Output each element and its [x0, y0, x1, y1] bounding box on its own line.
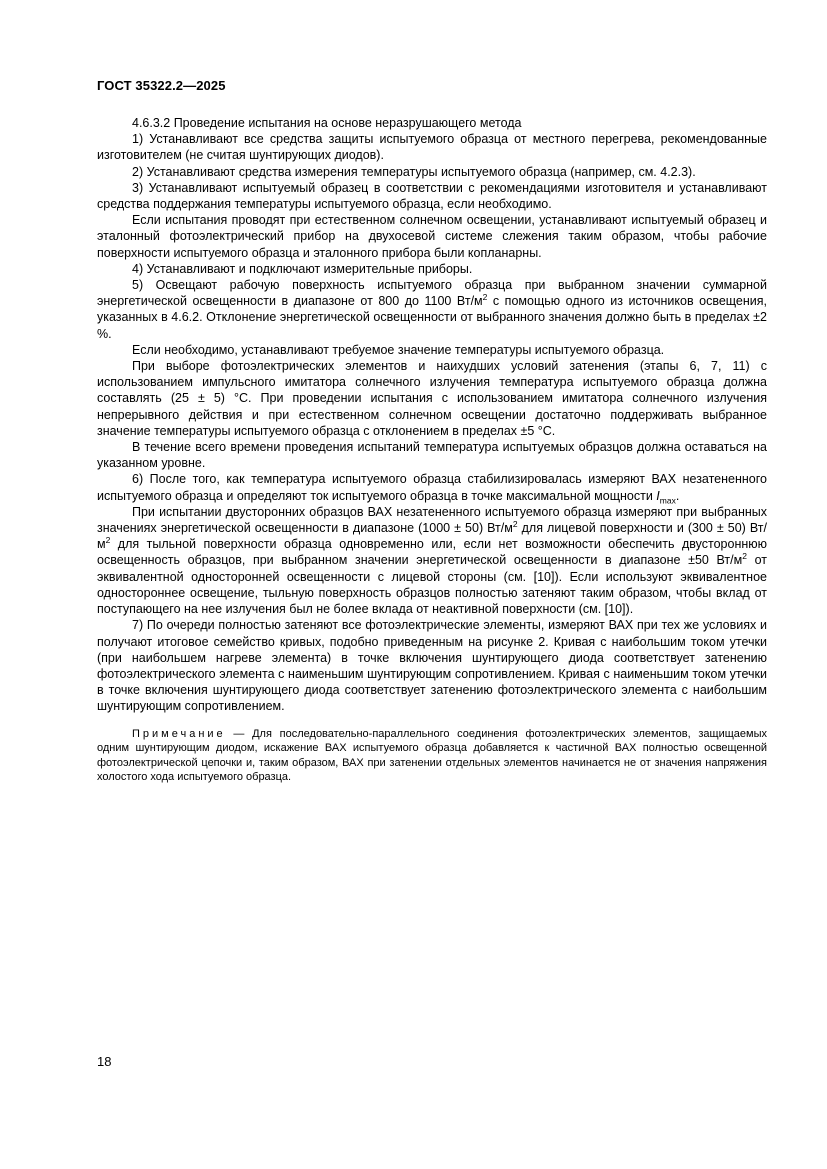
- paragraph: [97, 277, 767, 342]
- text-run: 6) После того, как температура испытуемого образца стабилизировалась измеряют ВАХ незатененного испытуемого образца и определяют ток испытуемого образца в точке максимальной мощности: [97, 472, 767, 503]
- paragraph: [97, 504, 767, 617]
- paragraph: 4) Устанавливают и подключают измерительные приборы.: [132, 261, 473, 276]
- document-header: ГОСТ 35322.2—2025: [97, 78, 226, 93]
- paragraph: В течение всего времени проведения испытаний температура испытуемых образцов должна оставаться на указанном уровне.: [97, 440, 767, 471]
- note: [97, 727, 767, 785]
- text-run: .: [675, 488, 680, 503]
- superscript: 2: [482, 292, 488, 303]
- variable: I: [656, 488, 660, 503]
- section-heading: 4.6.3.2 Проведение испытания на основе неразрушающего метода: [132, 116, 522, 130]
- document-body: [97, 115, 767, 785]
- paragraph: Если испытания проводят при естественном солнечном освещении, устанавливают испытуемый образец и эталонный фотоэлектрический прибор на двухосевой системе слежения таким образом, чтобы рабочие поверхности испытуемого образца и эталонного прибора были копланарны.: [97, 213, 767, 260]
- text-run: от эквивалентной односторонней освещенности с лицевой стороны (см. [10]). Если используют эквивалентное одностороннее освещение, тыльную поверхность образцов полностью затеняют таким образом, чтобы вклад от поступающего на нее излучения был не более вклада от неактивной поверхности (см. [10]).: [97, 553, 767, 617]
- paragraph: 7) По очереди полностью затеняют все фотоэлектрические элементы, измеряют ВАХ при тех же условиях и получают итоговое семейство кривых, подобно приведенным на рисунке 2. Кривая с наибольшим током утечки (при наибольшем нагреве элемента) в точке включения шунтирующего диода соответствует затенению фотоэлектрического элемента с наименьшим шунтирующим сопротивлением. Кривая с наименьшим током утечки в точке включения шунтирующего диода соответствует затенению фотоэлектрического элемента с наибольшим шунтирующим сопротивлением.: [97, 618, 767, 714]
- paragraph: 1) Устанавливают все средства защиты испытуемого образца от местного перегрева, рекомендованные изготовителем (не считая шунтирующих диодов).: [97, 132, 767, 163]
- note-text: — Для последовательно-параллельного соединения фотоэлектрических элементов, защищаемых одним шунтирующим диодом, искажение ВАХ испытуемого образца добавляется к частичной ВАХ полностью освещенной фотоэлектрической цепочки и, таким образом, ВАХ при затенении отдельных элементов начинается не от значения напряжения холостого хода испытуемого образца.: [97, 727, 767, 784]
- note-label: Примечание: [132, 727, 226, 740]
- paragraph: [97, 471, 767, 506]
- page-number: 18: [97, 1054, 112, 1069]
- subscript: max: [659, 495, 676, 506]
- paragraph: 3) Устанавливают испытуемый образец в соответствии с рекомендациями изготовителя и устанавливают средства поддержания температуры испытуемого образца, если необходимо.: [97, 180, 767, 212]
- text-run: 5) Освещают рабочую поверхность испытуемого образца при выбранном значении суммарной энергетической освещенности в диапазоне от 800 до 1100 Вт/м: [97, 278, 767, 309]
- text-run: для тыльной поверхности образца одновременно или, если нет возможности обеспечить двустороннюю освещенность образцов, при выбранном значении энергетической освещенности в диапазоне ±50 Вт/м: [97, 537, 767, 568]
- superscript: 2: [105, 535, 111, 546]
- paragraph: 2) Устанавливают средства измерения температуры испытуемого образца (например, см. 4.2.3).: [132, 164, 696, 179]
- text-run: с помощью одного из источников освещения, указанных в 4.6.2. Отклонение энергетической освещенности от выбранного значения должно быть в пределах ±2 %.: [97, 294, 767, 341]
- text-run: для лицевой поверхности и (300 ± 50) Вт/м: [97, 521, 768, 552]
- paragraph: Если необходимо, устанавливают требуемое значение температуры испытуемого образца.: [132, 342, 665, 357]
- text-run: При испытании двусторонних образцов ВАХ незатененного испытуемого образца измеряют при выбранных значениях энергетической освещенности в диапазоне (1000 ± 50) Вт/м: [97, 504, 767, 536]
- superscript: 2: [742, 551, 747, 562]
- superscript: 2: [512, 518, 518, 529]
- paragraph: При выборе фотоэлектрических элементов и наихудших условий затенения (этапы 6, 7, 11) с использованием импульсного имитатора солнечного излучения температура испытуемого образца должна составлять (25 ± 5) °С. При проведении испытания с использованием имитатора солнечного излучения непрерывного действия и при естественном солнечном освещении достаточно поддерживать выбранное значение температуры испытуемого образца с отклонением в пределах ±5 °С.: [97, 359, 767, 438]
